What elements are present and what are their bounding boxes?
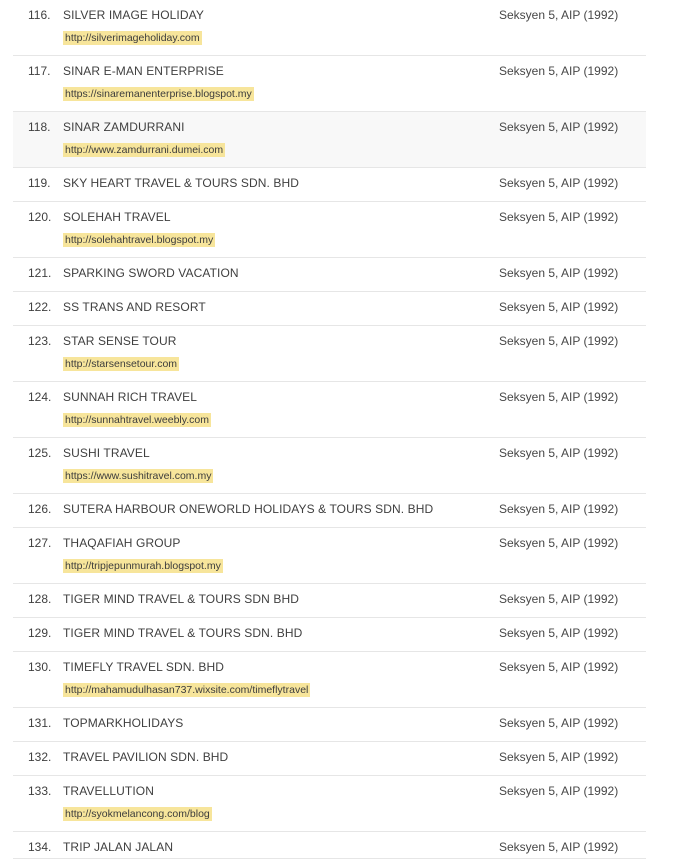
company-url-line (63, 232, 499, 247)
table-row (13, 584, 646, 618)
row-main (63, 592, 499, 606)
row-main (63, 64, 499, 101)
row-main (63, 8, 499, 45)
company-url: http://syokmelancong.com/blog (65, 808, 210, 820)
table-row (13, 56, 646, 112)
company-url: http://solehahtravel.blogspot.my (65, 234, 214, 246)
table-row (13, 708, 646, 742)
row-main (63, 840, 499, 854)
row-main (63, 266, 499, 280)
row-main (63, 334, 499, 371)
company-url: http://www.zamdurrani.dumei.com (65, 144, 224, 156)
row-number: 128. (28, 592, 52, 606)
section-label: Seksyen 5, AIP (1992) (499, 592, 619, 606)
company-name: SPARKING SWORD VACATION (63, 266, 239, 280)
company-url: http://sunnahtravel.weebly.com (65, 414, 209, 426)
company-name: SKY HEART TRAVEL & TOURS SDN. BHD (63, 176, 300, 190)
table-row (13, 168, 646, 202)
table-row (13, 528, 646, 584)
section-label: Seksyen 5, AIP (1992) (499, 840, 619, 854)
section-label: Seksyen 5, AIP (1992) (499, 446, 619, 460)
company-name: SUNNAH RICH TRAVEL (63, 390, 198, 404)
table-row (13, 494, 646, 528)
table-row (13, 112, 646, 168)
company-url-line (63, 30, 499, 45)
company-url-line (63, 558, 499, 573)
company-url: http://starsensetour.com (65, 358, 178, 370)
row-main (63, 210, 499, 247)
row-number: 125. (28, 446, 52, 460)
row-main (63, 390, 499, 427)
row-number: 119. (28, 176, 51, 190)
table-row (13, 618, 646, 652)
section-label: Seksyen 5, AIP (1992) (499, 626, 619, 640)
company-url-line (63, 142, 499, 157)
section-label: Seksyen 5, AIP (1992) (499, 390, 619, 404)
row-main (63, 750, 499, 764)
table-row (13, 326, 646, 382)
row-number: 120. (28, 210, 52, 224)
company-name: STAR SENSE TOUR (63, 334, 177, 348)
table-row (13, 742, 646, 776)
row-number: 131. (28, 716, 52, 730)
row-main (63, 536, 499, 573)
section-label: Seksyen 5, AIP (1992) (499, 266, 619, 280)
company-url: http://silverimageholiday.com (65, 32, 200, 44)
section-label: Seksyen 5, AIP (1992) (499, 176, 619, 190)
company-url-line (63, 412, 499, 427)
row-number: 117. (28, 64, 51, 78)
row-main (63, 626, 499, 640)
section-label: Seksyen 5, AIP (1992) (499, 8, 619, 22)
company-url: http://tripjepunmurah.blogspot.my (65, 560, 221, 572)
company-name: SUSHI TRAVEL (63, 446, 150, 460)
row-number: 116. (28, 8, 51, 22)
company-url: https://sinaremanenterprise.blogspot.my (65, 88, 252, 100)
section-label: Seksyen 5, AIP (1992) (499, 750, 619, 764)
row-main (63, 300, 499, 314)
table-row (13, 832, 646, 859)
company-name: TIGER MIND TRAVEL & TOURS SDN BHD (63, 592, 300, 606)
table-row (13, 202, 646, 258)
table-row (13, 292, 646, 326)
company-name: SILVER IMAGE HOLIDAY (63, 8, 204, 22)
company-name: THAQAFIAH GROUP (63, 536, 181, 550)
table-row (13, 652, 646, 708)
row-number: 127. (28, 536, 52, 550)
section-label: Seksyen 5, AIP (1992) (499, 120, 619, 134)
section-label: Seksyen 5, AIP (1992) (499, 502, 619, 516)
company-name: TRAVEL PAVILION SDN. BHD (63, 750, 229, 764)
company-url-line (63, 682, 499, 697)
company-url-line (63, 356, 499, 371)
table-row (13, 0, 646, 56)
company-url-line (63, 86, 499, 101)
company-name: SINAR ZAMDURRANI (63, 120, 185, 134)
section-label: Seksyen 5, AIP (1992) (499, 300, 619, 314)
section-label: Seksyen 5, AIP (1992) (499, 716, 619, 730)
company-name: TRAVELLUTION (63, 784, 154, 798)
table-row (13, 776, 646, 832)
row-main (63, 660, 499, 697)
section-label: Seksyen 5, AIP (1992) (499, 660, 619, 674)
row-main (63, 716, 499, 730)
row-number: 132. (28, 750, 52, 764)
row-number: 134. (28, 840, 52, 854)
section-label: Seksyen 5, AIP (1992) (499, 64, 619, 78)
company-name: TOPMARKHOLIDAYS (63, 716, 184, 730)
table-row (13, 438, 646, 494)
company-name: TIGER MIND TRAVEL & TOURS SDN. BHD (63, 626, 303, 640)
row-number: 129. (28, 626, 52, 640)
row-number: 124. (28, 390, 52, 404)
table-row (13, 258, 646, 292)
company-name: SUTERA HARBOUR ONEWORLD HOLIDAYS & TOURS SDN. BHD (63, 502, 434, 516)
section-label: Seksyen 5, AIP (1992) (499, 334, 619, 348)
company-table (13, 0, 646, 859)
row-main (63, 120, 499, 157)
company-name: SS TRANS AND RESORT (63, 300, 206, 314)
company-url: http://mahamudulhasan737.wixsite.com/timeflytravel (65, 684, 309, 696)
row-main (63, 446, 499, 483)
row-main (63, 784, 499, 821)
company-url-line (63, 468, 499, 483)
row-number: 133. (28, 784, 52, 798)
company-name: SINAR E-MAN ENTERPRISE (63, 64, 224, 78)
section-label: Seksyen 5, AIP (1992) (499, 536, 619, 550)
section-label: Seksyen 5, AIP (1992) (499, 210, 619, 224)
company-name: SOLEHAH TRAVEL (63, 210, 171, 224)
row-number: 123. (28, 334, 52, 348)
company-url-line (63, 806, 499, 821)
row-main (63, 176, 499, 190)
table-row (13, 382, 646, 438)
row-number: 121. (28, 266, 52, 280)
company-name: TRIP JALAN JALAN (63, 840, 174, 854)
row-main (63, 502, 499, 516)
row-number: 126. (28, 502, 52, 516)
section-label: Seksyen 5, AIP (1992) (499, 784, 619, 798)
row-number: 122. (28, 300, 52, 314)
company-url: https://www.sushitravel.com.my (65, 470, 212, 482)
company-name: TIMEFLY TRAVEL SDN. BHD (63, 660, 225, 674)
row-number: 130. (28, 660, 52, 674)
row-number: 118. (28, 120, 51, 134)
